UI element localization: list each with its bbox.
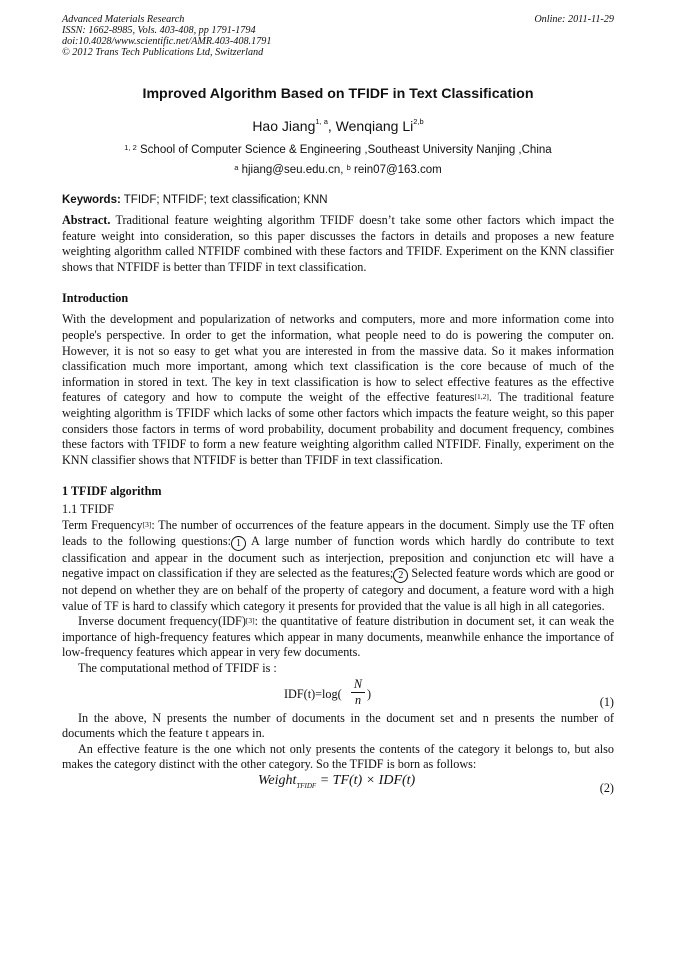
section-heading-tfidf: 1 TFIDF algorithm bbox=[62, 484, 162, 499]
tf-citation: [3] bbox=[142, 519, 152, 529]
paper-page bbox=[62, 14, 614, 803]
equation-2 bbox=[62, 773, 614, 803]
affiliation-text: School of Computer Science & Engineering ,Southeast University Nanjing ,China bbox=[136, 144, 552, 156]
online-date: Online: 2011-11-29 bbox=[534, 14, 614, 25]
abstract bbox=[62, 213, 614, 275]
running-header bbox=[62, 14, 614, 58]
abstract-text: Traditional feature weighting algorithm TFIDF doesn’t take some other factors which impact the feature weight into consideration, so this paper discusses the factors in details and proposes a new feature weighting algorithm called NTFIDF combined with these factors and TFIDF. Experiment on the KNN classifier shows that NTFIDF is better than TFIDF in text classification. bbox=[62, 213, 614, 274]
journal-name: Advanced Materials Research bbox=[62, 14, 185, 25]
email-sup-b: b bbox=[346, 163, 351, 172]
keywords-label: Keywords: bbox=[62, 194, 121, 206]
tf-text-b: : The number of occurrences of the feature appears in the document. Simply use the TF often leads to the following questions: bbox=[62, 517, 614, 548]
eq1-numerator: N bbox=[351, 677, 365, 693]
author-sep: , bbox=[327, 118, 336, 134]
email-sup-a: a bbox=[234, 163, 239, 172]
eq2-weight: Weight bbox=[258, 773, 297, 789]
idf-text-a: Inverse document frequency(IDF) bbox=[78, 614, 246, 629]
eq1-close-paren: ) bbox=[367, 686, 372, 701]
tf-text-c: A large number of function words which hardly do contribute to text classification and appear in the document such as interjection, preposition and conjunction etc will have a negative impact on classification if they are selected as the features; bbox=[62, 533, 614, 581]
intro-paragraph bbox=[62, 312, 614, 468]
tf-paragraph bbox=[62, 518, 614, 614]
idf-paragraph bbox=[62, 614, 614, 661]
circled-number-1: 1 bbox=[231, 536, 246, 551]
computation-intro: The computational method of TFIDF is : bbox=[78, 661, 277, 676]
effective-feature-paragraph: An effective feature is the one which not only presents the contents of the category it belongs to, but also makes the category distinct with the other category. So the TFIDF is born as follows: bbox=[62, 741, 614, 772]
eq2-rhs: = TF(t) × IDF(t) bbox=[316, 773, 416, 789]
eq1-fraction bbox=[351, 677, 365, 708]
author-1-sup: 1, a bbox=[315, 117, 328, 126]
intro-text-1: With the development and popularization of networks and computers, more and more information come into people's perspective. In order to get the information, what people need to do is powering the computer on. However, it is not so easy to get what you are interested in from the massive data. So it makes information classification much more important, among which text classification is the core because of much of the information in stored in text. The key in text classification is how to select effective features as the effective features of category and how to compute the weight of the effective features bbox=[62, 312, 614, 405]
email-a: hjiang@seu.edu.cn, bbox=[238, 164, 347, 176]
issn: ISSN: 1662-8985, Vols. 403-408, pp 1791-1794 bbox=[62, 25, 256, 36]
idf-citation: [3] bbox=[245, 616, 255, 626]
doi: doi:10.4028/www.scientific.net/AMR.403-408.1791 bbox=[62, 36, 272, 47]
circled-number-2: 2 bbox=[393, 568, 408, 583]
author-1: Hao Jiang bbox=[252, 118, 316, 134]
author-line bbox=[62, 118, 614, 134]
tf-text-a: Term Frequency bbox=[62, 517, 143, 532]
affiliation bbox=[62, 144, 614, 156]
keywords-text: TFIDF; NTFIDF; text classification; KNN bbox=[120, 194, 328, 206]
copyright: © 2012 Trans Tech Publications Ltd, Switzerland bbox=[62, 47, 264, 58]
eq2-subscript: TFIDF bbox=[296, 781, 317, 790]
eq2-expression bbox=[258, 773, 415, 790]
idf-text-b: : the quantitative of feature distribution in document set, it can weak the importance of high-frequency features which appear in many documents, meanwhile enhance the importance of low-frequency features which appear in very few documents. bbox=[62, 614, 615, 660]
eq1-lhs: IDF(t)=log( bbox=[284, 686, 342, 701]
author-2-sup: 2,b bbox=[413, 117, 424, 126]
subsection-heading: 1.1 TFIDF bbox=[62, 502, 114, 517]
eq2-number: (2) bbox=[599, 781, 614, 796]
email-b: rein07@163.com bbox=[350, 164, 442, 176]
keywords bbox=[62, 194, 614, 206]
intro-citation: [1,2] bbox=[474, 392, 489, 402]
intro-text-2: . The traditional feature weighting algorithm is TFIDF which lacks of some other factors which impacts the feature weight, so this paper considers those factors in terms of word probability, document probability and document frequency, combines these factors with TFIDF to form a new feature weighting algorithm called NTFIDF. Finally, experiment on the KNN classifier shows that NTFIDF is better than TFIDF in text classification. bbox=[62, 390, 614, 467]
abstract-label: Abstract. bbox=[62, 213, 111, 227]
email-line bbox=[62, 164, 614, 176]
section-heading-introduction: Introduction bbox=[62, 291, 129, 306]
paper-title: Improved Algorithm Based on TFIDF in Text Classification bbox=[142, 86, 534, 102]
author-2: Wenqiang Li bbox=[335, 118, 414, 134]
eq1-denominator: n bbox=[354, 692, 362, 707]
above-paragraph: In the above, N presents the number of documents in the document set and n presents the number of documents which the feature t appears in. bbox=[62, 710, 614, 741]
eq1-number: (1) bbox=[599, 694, 614, 709]
equation-1 bbox=[62, 677, 614, 711]
affiliation-sup: 1, 2 bbox=[124, 143, 137, 152]
tf-text-d: Selected feature words which are good or not depend on whether they are on behalf of the property of category and document, a feature word with a high value of TF is hard to classify which category it presents for provided that the value is all high in all categories. bbox=[62, 566, 614, 613]
